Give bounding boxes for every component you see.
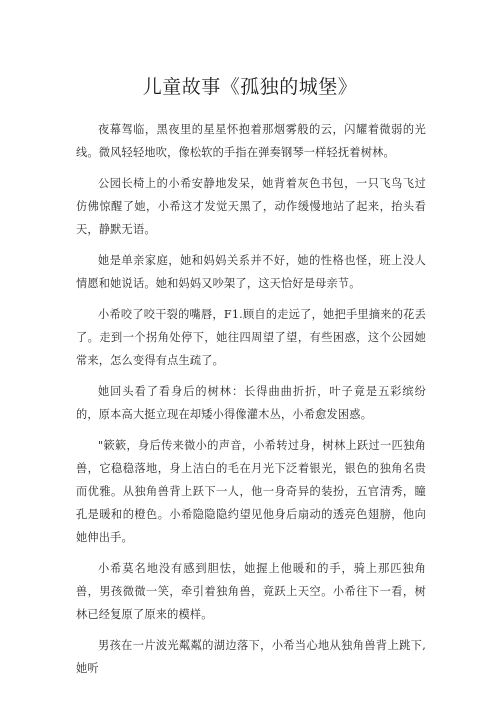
paragraph: 小希莫名地没有感到胆怯，她握上他暖和的手，骑上那匹独角兽，男孩微微一笑，牵引着独角兽，竟跃上天空。小希往下一看，树林已经复原了原来的模样。 [76, 562, 426, 621]
paragraph: 男孩在一片波光粼粼的湖边落下，小希当心地从独角兽背上跳下,她听 [76, 639, 426, 675]
paragraph: 公园长椅上的小希安静地发呆，她背着灰色书包，一只飞鸟飞过仿佛惊醒了她，小希这才发觉天黑了，动作缓慢地站了起来，抬头看天，静默无语。 [76, 177, 426, 236]
paragraph: 夜幕驾临，黑夜里的星星怀抱着那烟雾般的云，闪耀着微弱的光线。微风轻轻地吹，像松软的手指在弹奏钢琴一样轻抚着树林。 [76, 123, 426, 159]
paragraph: 她回头看了看身后的树林：长得曲曲折折，叶子竟是五彩缤纷的，原本高大挺立现在却矮小得像灌木丛，小希愈发困惑。 [76, 385, 426, 421]
paragraph: 她是单亲家庭，她和妈妈关系并不好，她的性格也怪，班上没人情愿和她说话。她和妈妈又吵架了，这天恰好是母亲节。 [76, 254, 426, 290]
paragraph: 小希咬了咬干裂的嘴唇，F1.顾自的走远了，她把手里摘来的花丢了。走到一个拐角处停下，她往四周望了望，有些困惑，这个公园她常来，怎么变得有点生疏了。 [76, 308, 426, 367]
paragraph: "簌簌，身后传来微小的声音，小希转过身，树林上跃过一匹独角兽，它稳稳落地，身上洁白的毛在月光下泛着银光，银色的独角名贵而优雅。从独角兽背上跃下一人，他一身奇异的装扮，五官清秀，瞳孔是暖和的橙色。小希隐隐隐约望见他身后扇动的透亮色翅膀，他向她伸出手。 [76, 439, 426, 544]
document-title: 儿童故事《孤独的城堡》 [142, 76, 358, 98]
story-body [76, 118, 426, 680]
